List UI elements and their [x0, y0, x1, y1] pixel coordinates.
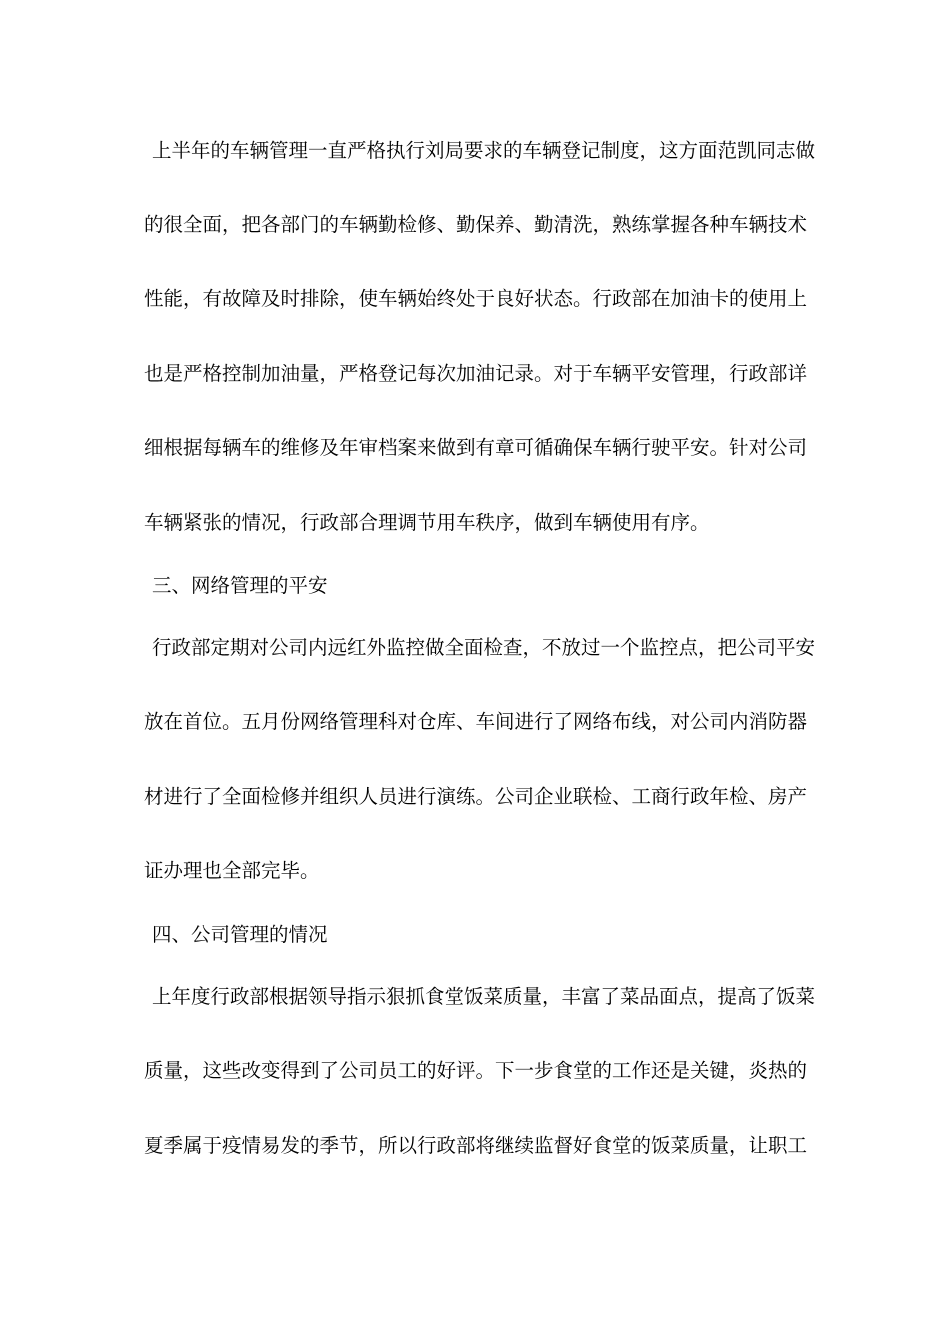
paragraph-line: 质量，这些改变得到了公司员工的好评。下一步食堂的工作还是关键，炎热的	[144, 1059, 808, 1082]
paragraph-line: 车辆紧张的情况，行政部合理调节用车秩序，做到车辆使用有序。	[144, 511, 710, 534]
paragraph-line: 放在首位。五月份网络管理科对仓库、车间进行了网络布线，对公司内消防器	[144, 710, 808, 733]
paragraph-line: 的很全面，把各部门的车辆勤检修、勤保养、勤清洗，熟练掌握各种车辆技术	[144, 213, 808, 236]
paragraph-line: 证办理也全部完毕。	[144, 859, 320, 882]
paragraph-line: 性能，有故障及时排除，使车辆始终处于良好状态。行政部在加油卡的使用上	[144, 287, 808, 310]
paragraph-line: 上半年的车辆管理一直严格执行刘局要求的车辆登记制度，这方面范凯同志做	[152, 139, 816, 162]
section-heading-4: 四、公司管理的情况	[152, 923, 328, 946]
paragraph-line: 细根据每辆车的维修及年审档案来做到有章可循确保车辆行驶平安。针对公司	[144, 436, 808, 459]
section-heading-3: 三、网络管理的平安	[152, 574, 328, 597]
paragraph-line: 上年度行政部根据领导指示狠抓食堂饭菜质量，丰富了菜品面点，提高了饭菜	[152, 985, 816, 1008]
paragraph-line: 也是严格控制加油量，严格登记每次加油记录。对于车辆平安管理，行政部详	[144, 362, 808, 385]
paragraph-line: 夏季属于疫情易发的季节，所以行政部将继续监督好食堂的饭菜质量，让职工	[144, 1134, 808, 1157]
paragraph-line: 材进行了全面检修并组织人员进行演练。公司企业联检、工商行政年检、房产	[144, 785, 808, 808]
paragraph-line: 行政部定期对公司内远红外监控做全面检查，不放过一个监控点，把公司平安	[152, 636, 816, 659]
